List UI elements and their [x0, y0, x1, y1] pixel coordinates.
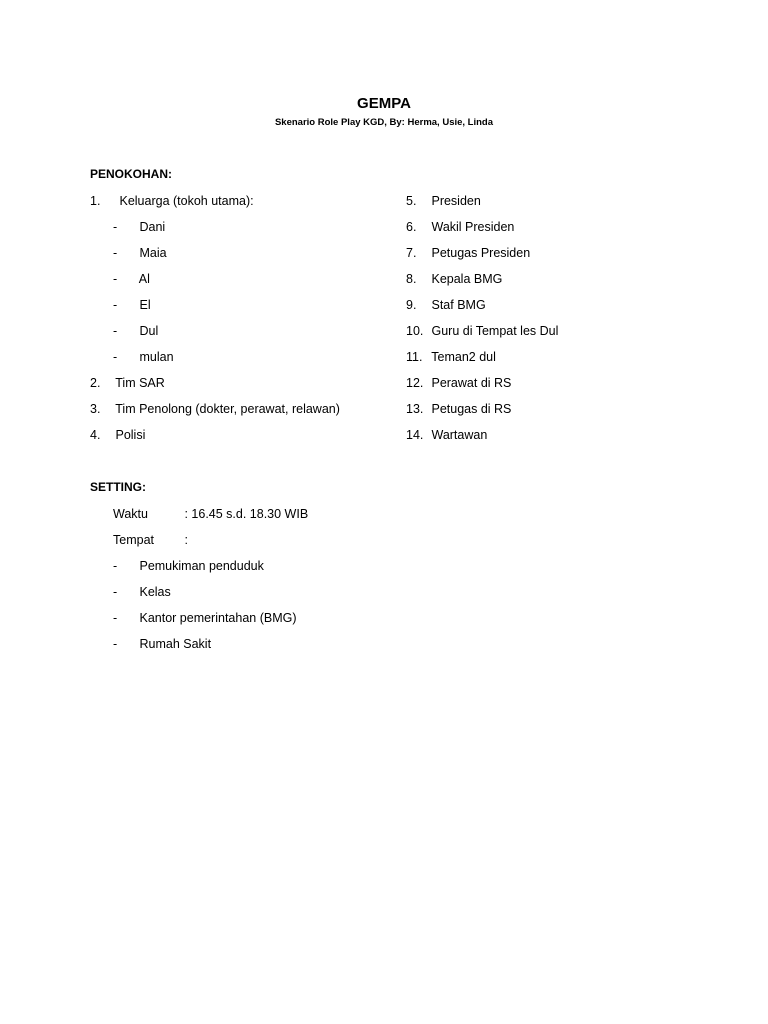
item-number: 2. — [90, 376, 101, 390]
item-text: Guru di Tempat les Dul — [431, 324, 559, 338]
item-text: Wartawan — [431, 428, 488, 442]
item-text: Polisi — [115, 428, 146, 442]
item-number: 7. — [406, 246, 417, 260]
list-item — [90, 375, 165, 391]
item-text: Pemukiman penduduk — [139, 559, 264, 573]
item-text: Al — [138, 272, 150, 286]
list-item — [406, 219, 514, 235]
list-item — [406, 271, 502, 287]
item-number: 8. — [406, 272, 417, 286]
item-dash: - — [113, 324, 118, 338]
item-text: Kelas — [139, 585, 171, 599]
item-dash: - — [113, 611, 118, 625]
item-number: 12. — [406, 376, 424, 390]
item-dash: - — [113, 585, 118, 599]
waktu-value: : 16.45 s.d. 18.30 WIB — [184, 507, 309, 521]
item-number: 11. — [406, 350, 423, 364]
list-item — [90, 193, 254, 209]
item-text: Tim Penolong (dokter, perawat, relawan) — [115, 402, 340, 416]
item-text: Teman2 dul — [431, 350, 496, 364]
item-text: Dani — [139, 220, 166, 234]
item-number: 10. — [406, 324, 424, 338]
list-item — [113, 219, 165, 235]
item-text: Keluarga (tokoh utama): — [119, 194, 254, 208]
list-item — [113, 271, 150, 287]
item-number: 3. — [90, 402, 101, 416]
list-item — [113, 245, 167, 261]
list-item — [113, 610, 297, 626]
item-dash: - — [113, 246, 118, 260]
tempat-value: : — [184, 533, 188, 547]
item-number: 1. — [90, 194, 101, 208]
item-text: Presiden — [431, 194, 481, 208]
item-number: 9. — [406, 298, 417, 312]
item-text: El — [139, 298, 151, 312]
item-dash: - — [113, 298, 118, 312]
setting-tempat — [113, 532, 188, 548]
list-item — [113, 558, 264, 574]
item-text: Staf BMG — [431, 298, 486, 312]
list-item — [406, 401, 511, 417]
list-item — [113, 584, 171, 600]
item-number: 13. — [406, 402, 424, 416]
list-item — [90, 427, 145, 443]
setting-heading: SETTING: — [90, 480, 146, 494]
item-dash: - — [113, 637, 118, 651]
list-item — [406, 375, 511, 391]
item-text: Rumah Sakit — [139, 637, 212, 651]
waktu-label: Waktu — [113, 507, 148, 521]
tempat-label: Tempat — [113, 533, 154, 547]
item-text: Tim SAR — [115, 376, 165, 390]
item-text: Perawat di RS — [431, 376, 512, 390]
item-dash: - — [113, 350, 118, 364]
item-dash: - — [113, 559, 118, 573]
list-item — [113, 323, 158, 339]
item-text: Maia — [139, 246, 167, 260]
item-text: Dul — [139, 324, 159, 338]
item-text: mulan — [139, 350, 174, 364]
setting-waktu — [113, 506, 308, 522]
item-text: Kepala BMG — [431, 272, 503, 286]
list-item — [406, 245, 530, 261]
item-number: 5. — [406, 194, 417, 208]
list-item — [406, 427, 487, 443]
list-item — [90, 401, 340, 417]
item-text: Petugas di RS — [431, 402, 512, 416]
item-dash: - — [113, 220, 118, 234]
list-item — [406, 323, 558, 339]
list-item — [406, 349, 496, 365]
item-dash: - — [113, 272, 118, 286]
item-number: 6. — [406, 220, 417, 234]
list-item — [406, 193, 481, 209]
item-text: Wakil Presiden — [431, 220, 515, 234]
item-number: 14. — [406, 428, 424, 442]
penokohan-heading: PENOKOHAN: — [90, 167, 173, 181]
item-text: Kantor pemerintahan (BMG) — [139, 611, 297, 625]
list-item — [113, 297, 151, 313]
item-text: Petugas Presiden — [431, 246, 531, 260]
document-subtitle: Skenario Role Play KGD, By: Herma, Usie, Linda — [274, 117, 494, 128]
item-number: 4. — [90, 428, 101, 442]
list-item — [113, 349, 174, 365]
list-item — [406, 297, 486, 313]
document-title: GEMPA — [357, 95, 411, 112]
list-item — [113, 636, 211, 652]
